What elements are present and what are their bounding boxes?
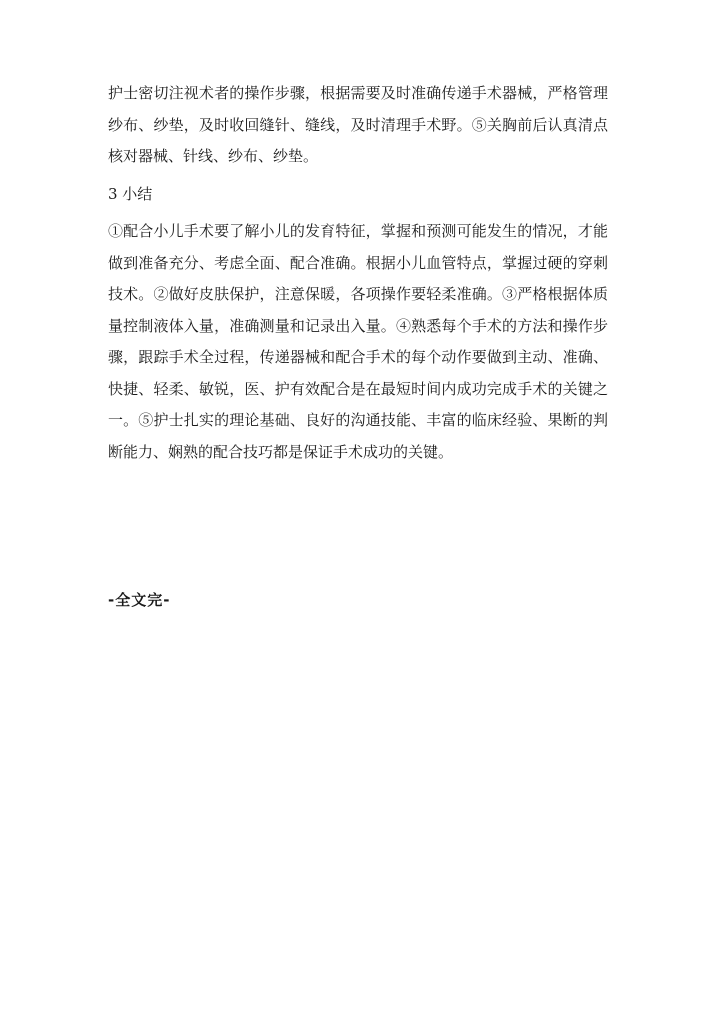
end-of-document-mark: -全文完-	[108, 591, 171, 609]
document-body	[108, 78, 608, 468]
paragraph-summary: ①配合小儿手术要了解小儿的发育特征，掌握和预测可能发生的情况，才能做到准备充分、考虑全面、配合准确。根据小儿血管特点，掌握过硬的穿刺技术。②做好皮肤保护，注意保暖，各项操作要轻柔准确。③严格根据体质量控制液体入量，准确测量和记录出入量。④熟悉每个手术的方法和操作步骤，跟踪手术全过程，传递器械和配合手术的每个动作要做到主动、准确、快捷、轻柔、敏锐，医、护有效配合是在最短时间内成功完成手术的关键之一。⑤护士扎实的理论基础、良好的沟通技能、丰富的临床经验、果断的判断能力、娴熟的配合技巧都是保证手术成功的关键。	[108, 222, 608, 461]
section-heading-summary: 3 小结	[108, 184, 153, 203]
paragraph-nursing-steps: 护士密切注视术者的操作步骤，根据需要及时准确传递手术器械，严格管理纱布、纱垫，及时收回缝针、缝线，及时清理手术野。⑤关胸前后认真清点核对器械、针线、纱布、纱垫。	[108, 84, 608, 165]
